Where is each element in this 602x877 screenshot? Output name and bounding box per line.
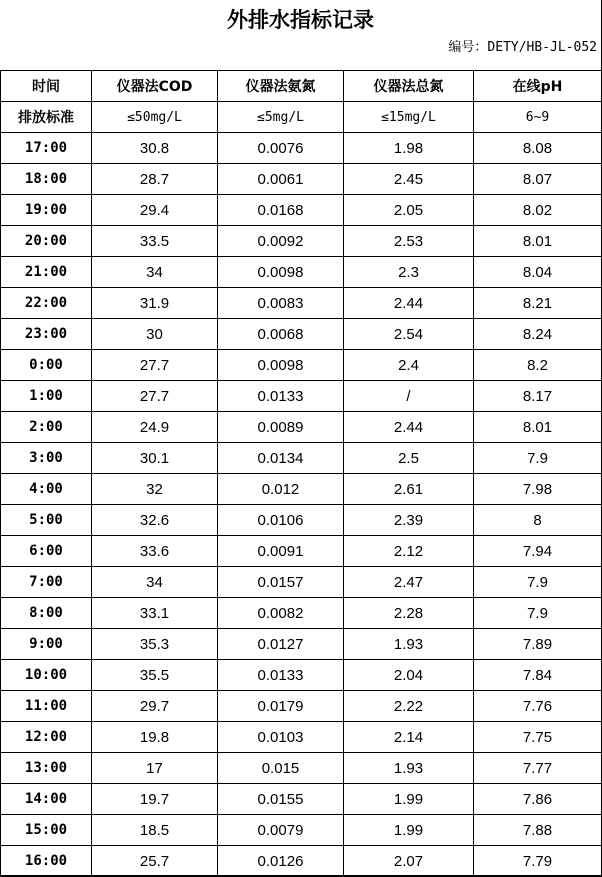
ammonia-cell: 0.0106 <box>218 505 344 536</box>
ph-cell: 7.98 <box>474 474 602 505</box>
cod-cell: 31.9 <box>92 288 218 319</box>
cod-cell: 35.5 <box>92 660 218 691</box>
header-total-nitrogen: 仪器法总氮 <box>344 71 474 102</box>
time-cell: 13:00 <box>1 753 92 784</box>
standard-total-nitrogen: ≤15mg/L <box>344 102 474 133</box>
time-cell: 17:00 <box>1 133 92 164</box>
ammonia-cell: 0.0089 <box>218 412 344 443</box>
total-nitrogen-cell: 2.12 <box>344 536 474 567</box>
ammonia-cell: 0.0083 <box>218 288 344 319</box>
total-nitrogen-cell: 2.44 <box>344 288 474 319</box>
cod-cell: 33.1 <box>92 598 218 629</box>
table-row <box>1 815 602 846</box>
ph-cell: 7.9 <box>474 443 602 474</box>
total-nitrogen-cell: 2.47 <box>344 567 474 598</box>
table-row <box>1 288 602 319</box>
cod-cell: 27.7 <box>92 350 218 381</box>
ammonia-cell: 0.0157 <box>218 567 344 598</box>
standard-cod: ≤50mg/L <box>92 102 218 133</box>
time-cell: 19:00 <box>1 195 92 226</box>
time-cell: 14:00 <box>1 784 92 815</box>
ph-cell: 8 <box>474 505 602 536</box>
ph-cell: 8.17 <box>474 381 602 412</box>
table-row <box>1 753 602 784</box>
cod-cell: 18.5 <box>92 815 218 846</box>
time-cell: 10:00 <box>1 660 92 691</box>
ammonia-cell: 0.0133 <box>218 381 344 412</box>
ph-cell: 7.79 <box>474 846 602 877</box>
ph-cell: 8.04 <box>474 257 602 288</box>
time-cell: 18:00 <box>1 164 92 195</box>
table-row <box>1 784 602 815</box>
cod-cell: 17 <box>92 753 218 784</box>
header-ph: 在线pH <box>474 71 602 102</box>
cod-cell: 29.7 <box>92 691 218 722</box>
table-row <box>1 133 602 164</box>
ph-cell: 7.9 <box>474 598 602 629</box>
time-cell: 1:00 <box>1 381 92 412</box>
standard-ammonia: ≤5mg/L <box>218 102 344 133</box>
total-nitrogen-cell: 2.04 <box>344 660 474 691</box>
table-row <box>1 257 602 288</box>
time-cell: 12:00 <box>1 722 92 753</box>
table-row <box>1 443 602 474</box>
header-row <box>1 71 602 102</box>
ammonia-cell: 0.0082 <box>218 598 344 629</box>
ph-cell: 8.24 <box>474 319 602 350</box>
table-row <box>1 598 602 629</box>
total-nitrogen-cell: 1.98 <box>344 133 474 164</box>
table-row <box>1 474 602 505</box>
ammonia-cell: 0.0168 <box>218 195 344 226</box>
standard-label: 排放标准 <box>1 102 92 133</box>
ph-cell: 8.2 <box>474 350 602 381</box>
ammonia-cell: 0.0098 <box>218 257 344 288</box>
total-nitrogen-cell: 1.93 <box>344 629 474 660</box>
time-cell: 9:00 <box>1 629 92 660</box>
total-nitrogen-cell: 1.99 <box>344 784 474 815</box>
cod-cell: 28.7 <box>92 164 218 195</box>
total-nitrogen-cell: 2.07 <box>344 846 474 877</box>
ammonia-cell: 0.0098 <box>218 350 344 381</box>
ph-cell: 7.75 <box>474 722 602 753</box>
table-row <box>1 350 602 381</box>
total-nitrogen-cell: 2.4 <box>344 350 474 381</box>
ammonia-cell: 0.0134 <box>218 443 344 474</box>
time-cell: 0:00 <box>1 350 92 381</box>
cod-cell: 24.9 <box>92 412 218 443</box>
ph-cell: 7.86 <box>474 784 602 815</box>
discharge-table <box>0 70 602 877</box>
table-row <box>1 846 602 877</box>
time-cell: 15:00 <box>1 815 92 846</box>
document-code: 编号：DETY/HB-JL-052 <box>448 40 597 55</box>
header-ammonia: 仪器法氨氮 <box>218 71 344 102</box>
total-nitrogen-cell: 2.44 <box>344 412 474 443</box>
cod-cell: 30.1 <box>92 443 218 474</box>
total-nitrogen-cell: 2.05 <box>344 195 474 226</box>
ph-cell: 8.02 <box>474 195 602 226</box>
cod-cell: 34 <box>92 257 218 288</box>
table-row <box>1 660 602 691</box>
ammonia-cell: 0.0103 <box>218 722 344 753</box>
ph-cell: 8.21 <box>474 288 602 319</box>
cod-cell: 35.3 <box>92 629 218 660</box>
ph-cell: 7.9 <box>474 567 602 598</box>
time-cell: 7:00 <box>1 567 92 598</box>
cod-cell: 27.7 <box>92 381 218 412</box>
ammonia-cell: 0.0155 <box>218 784 344 815</box>
time-cell: 8:00 <box>1 598 92 629</box>
time-cell: 5:00 <box>1 505 92 536</box>
total-nitrogen-cell: / <box>344 381 474 412</box>
total-nitrogen-cell: 2.5 <box>344 443 474 474</box>
total-nitrogen-cell: 1.99 <box>344 815 474 846</box>
ph-cell: 8.08 <box>474 133 602 164</box>
cod-cell: 25.7 <box>92 846 218 877</box>
ammonia-cell: 0.0091 <box>218 536 344 567</box>
header-time: 时间 <box>1 71 92 102</box>
time-cell: 22:00 <box>1 288 92 319</box>
ammonia-cell: 0.0079 <box>218 815 344 846</box>
header-cod: 仪器法COD <box>92 71 218 102</box>
time-cell: 3:00 <box>1 443 92 474</box>
total-nitrogen-cell: 2.14 <box>344 722 474 753</box>
cod-cell: 33.5 <box>92 226 218 257</box>
ph-cell: 7.76 <box>474 691 602 722</box>
cod-cell: 19.7 <box>92 784 218 815</box>
time-cell: 16:00 <box>1 846 92 877</box>
ph-cell: 7.89 <box>474 629 602 660</box>
table-row <box>1 722 602 753</box>
cod-cell: 19.8 <box>92 722 218 753</box>
table-row <box>1 691 602 722</box>
ammonia-cell: 0.0068 <box>218 319 344 350</box>
page-title: 外排水指标记录 <box>227 8 374 32</box>
cod-cell: 29.4 <box>92 195 218 226</box>
total-nitrogen-cell: 2.45 <box>344 164 474 195</box>
table-row <box>1 536 602 567</box>
standard-row <box>1 102 602 133</box>
time-cell: 11:00 <box>1 691 92 722</box>
ammonia-cell: 0.012 <box>218 474 344 505</box>
cod-cell: 34 <box>92 567 218 598</box>
cod-cell: 33.6 <box>92 536 218 567</box>
total-nitrogen-cell: 2.28 <box>344 598 474 629</box>
cod-cell: 30 <box>92 319 218 350</box>
ph-cell: 8.01 <box>474 226 602 257</box>
standard-ph: 6~9 <box>474 102 602 133</box>
table-row <box>1 195 602 226</box>
ammonia-cell: 0.0126 <box>218 846 344 877</box>
ammonia-cell: 0.015 <box>218 753 344 784</box>
ammonia-cell: 0.0061 <box>218 164 344 195</box>
total-nitrogen-cell: 1.93 <box>344 753 474 784</box>
ph-cell: 8.07 <box>474 164 602 195</box>
table-row <box>1 412 602 443</box>
time-cell: 6:00 <box>1 536 92 567</box>
total-nitrogen-cell: 2.54 <box>344 319 474 350</box>
time-cell: 2:00 <box>1 412 92 443</box>
ammonia-cell: 0.0127 <box>218 629 344 660</box>
table-row <box>1 381 602 412</box>
time-cell: 20:00 <box>1 226 92 257</box>
time-cell: 4:00 <box>1 474 92 505</box>
cod-cell: 30.8 <box>92 133 218 164</box>
ph-cell: 7.77 <box>474 753 602 784</box>
ph-cell: 7.88 <box>474 815 602 846</box>
table-row <box>1 567 602 598</box>
total-nitrogen-cell: 2.53 <box>344 226 474 257</box>
total-nitrogen-cell: 2.22 <box>344 691 474 722</box>
time-cell: 21:00 <box>1 257 92 288</box>
ph-cell: 7.84 <box>474 660 602 691</box>
time-cell: 23:00 <box>1 319 92 350</box>
ph-cell: 8.01 <box>474 412 602 443</box>
ammonia-cell: 0.0179 <box>218 691 344 722</box>
cod-cell: 32.6 <box>92 505 218 536</box>
total-nitrogen-cell: 2.39 <box>344 505 474 536</box>
total-nitrogen-cell: 2.61 <box>344 474 474 505</box>
table-row <box>1 629 602 660</box>
table-row <box>1 505 602 536</box>
ammonia-cell: 0.0092 <box>218 226 344 257</box>
table-row <box>1 226 602 257</box>
table-row <box>1 319 602 350</box>
ammonia-cell: 0.0133 <box>218 660 344 691</box>
ph-cell: 7.94 <box>474 536 602 567</box>
total-nitrogen-cell: 2.3 <box>344 257 474 288</box>
ammonia-cell: 0.0076 <box>218 133 344 164</box>
cod-cell: 32 <box>92 474 218 505</box>
table-row <box>1 164 602 195</box>
